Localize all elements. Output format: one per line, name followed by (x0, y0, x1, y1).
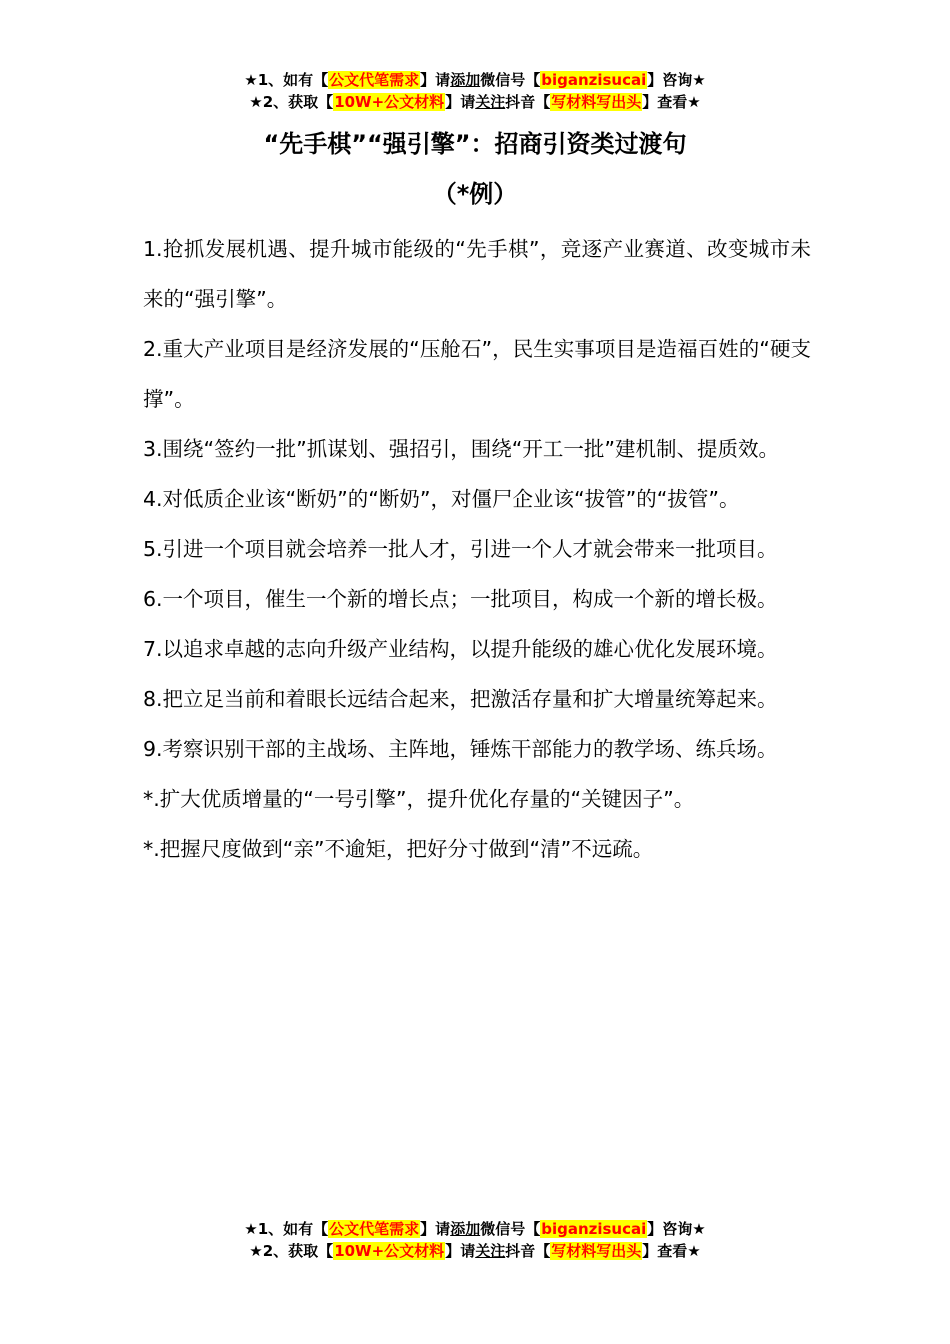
promo-highlight: biganzisucai (541, 71, 647, 89)
promo-text: 微信号【 (480, 1220, 541, 1238)
promo-underlined: 关注 (475, 1242, 506, 1260)
promo-line-1 (0, 69, 950, 91)
promo-highlight: 10W+公文材料 (334, 1242, 445, 1260)
promo-text: 抖音【 (505, 93, 551, 111)
promo-text: ★1、如有【 (244, 1220, 329, 1238)
promo-line-1 (0, 1218, 950, 1240)
document-body (143, 224, 811, 874)
paragraph: 7.以追求卓越的志向升级产业结构，以提升能级的雄心优化发展环境。 (143, 637, 778, 661)
promo-text: 】查看★ (642, 1242, 701, 1260)
document-subtitle: （*例） (432, 180, 518, 208)
promo-banner-bottom (0, 1218, 950, 1262)
promo-text: 抖音【 (505, 1242, 551, 1260)
paragraph: 8.把立足当前和着眼长远结合起来，把激活存量和扩大增量统筹起来。 (143, 687, 778, 711)
promo-highlight: 写材料写出头 (551, 1242, 642, 1260)
promo-text: 】查看★ (642, 93, 701, 111)
paragraph: 4.对低质企业该“断奶”的“断奶”，对僵尸企业该“拔管”的“拔管”。 (143, 487, 740, 511)
promo-highlight: biganzisucai (541, 1220, 647, 1238)
promo-highlight: 写材料写出头 (551, 93, 642, 111)
promo-text: 】请 (445, 93, 476, 111)
paragraph: 9.考察识别干部的主战场、主阵地，锤炼干部能力的教学场、练兵场。 (143, 737, 778, 761)
promo-underlined: 添加 (450, 71, 481, 89)
paragraph: 2.重大产业项目是经济发展的“压舱石”，民生实事项目是造福百姓的“硬支撑”。 (143, 337, 811, 411)
promo-highlight: 10W+公文材料 (334, 93, 445, 111)
paragraph: 5.引进一个项目就会培养一批人才，引进一个人才就会带来一批项目。 (143, 537, 778, 561)
promo-line-2 (0, 91, 950, 113)
document-title: “先手棋”“强引擎”：招商引资类过渡句 (263, 130, 687, 158)
promo-text: ★2、获取【 (249, 93, 334, 111)
promo-text: 】咨询★ (647, 71, 706, 89)
promo-highlight: 公文代笔需求 (329, 71, 420, 89)
promo-line-2 (0, 1240, 950, 1262)
promo-text: 】咨询★ (647, 1220, 706, 1238)
promo-highlight: 公文代笔需求 (329, 1220, 420, 1238)
promo-text: ★1、如有【 (244, 71, 329, 89)
promo-underlined: 添加 (450, 1220, 481, 1238)
promo-text: 】请 (420, 71, 451, 89)
paragraph: 3.围绕“签约一批”抓谋划、强招引，围绕“开工一批”建机制、提质效。 (143, 437, 780, 461)
promo-banner-top (0, 69, 950, 113)
paragraph: *.把握尺度做到“亲”不逾矩，把好分寸做到“清”不远疏。 (143, 837, 654, 861)
paragraph: 6.一个项目，催生一个新的增长点；一批项目，构成一个新的增长极。 (143, 587, 778, 611)
promo-underlined: 关注 (475, 93, 506, 111)
paragraph: *.扩大优质增量的“一号引擎”，提升优化存量的“关键因子”。 (143, 787, 695, 811)
promo-text: 】请 (445, 1242, 476, 1260)
promo-text: 微信号【 (480, 71, 541, 89)
promo-text: ★2、获取【 (249, 1242, 334, 1260)
paragraph: 1.抢抓发展机遇、提升城市能级的“先手棋”，竞逐产业赛道、改变城市未来的“强引擎”。 (143, 237, 811, 311)
promo-text: 】请 (420, 1220, 451, 1238)
